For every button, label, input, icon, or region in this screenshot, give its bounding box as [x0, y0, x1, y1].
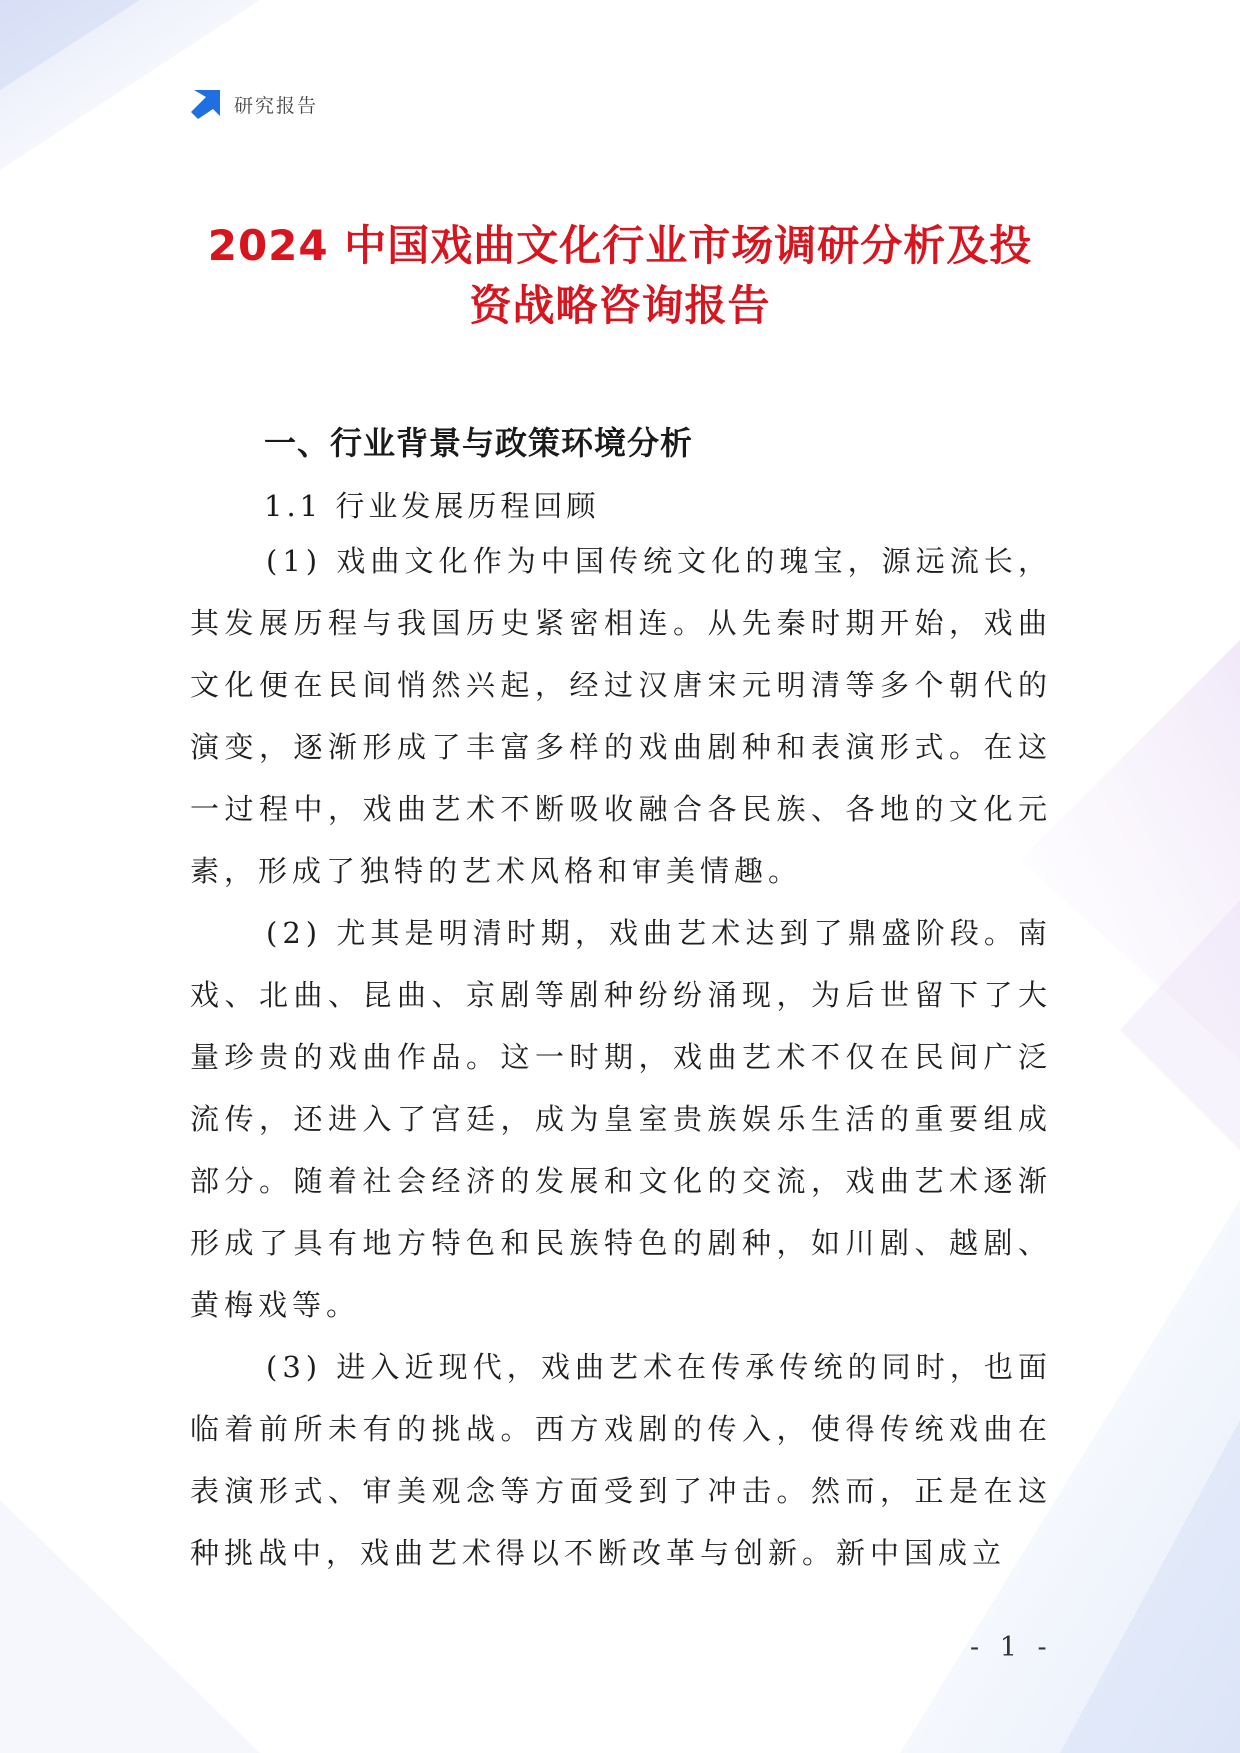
paragraph-1: (1) 戏曲文化作为中国传统文化的瑰宝，源远流长，其发展历程与我国历史紧密相连。从先秦时期开始，戏曲文化便在民间悄然兴起，经过汉唐宋元明清等多个朝代的演变，逐渐形成了丰富多样的戏曲剧种和表演形式。在这一过程中，戏曲艺术不断吸收融合各民族、各地的文化元素，形成了独特的艺术风格和审美情趣。	[190, 544, 1052, 888]
report-title-line-2: 资战略咨询报告	[469, 281, 771, 330]
report-body	[190, 530, 1052, 1584]
arrow-up-right-icon	[188, 88, 222, 120]
page-number: - 1 -	[970, 1632, 1053, 1663]
section-heading: 一、行业背景与政策环境分析	[264, 424, 694, 462]
subsection-heading: 1.1 行业发展历程回顾	[264, 489, 600, 523]
report-title	[150, 216, 1090, 336]
paragraph-3: (3) 进入近现代，戏曲艺术在传承传统的同时，也面临着前所未有的挑战。西方戏剧的传入，使得传统戏曲在表演形式、审美观念等方面受到了冲击。然而，正是在这种挑战中，戏曲艺术得以不断改革与创新。新中国成立	[190, 1350, 1052, 1570]
report-title-line-1: 2024 中国戏曲文化行业市场调研分析及投	[207, 221, 1033, 270]
paragraph-2: (2) 尤其是明清时期，戏曲艺术达到了鼎盛阶段。南戏、北曲、昆曲、京剧等剧种纷纷涌现，为后世留下了大量珍贵的戏曲作品。这一时期，戏曲艺术不仅在民间广泛流传，还进入了宫廷，成为皇室贵族娱乐生活的重要组成部分。随着社会经济的发展和文化的交流，戏曲艺术逐渐形成了具有地方特色和民族特色的剧种，如川剧、越剧、黄梅戏等。	[190, 916, 1052, 1322]
brand-label: 研究报告	[234, 94, 319, 117]
report-brand	[188, 88, 318, 120]
